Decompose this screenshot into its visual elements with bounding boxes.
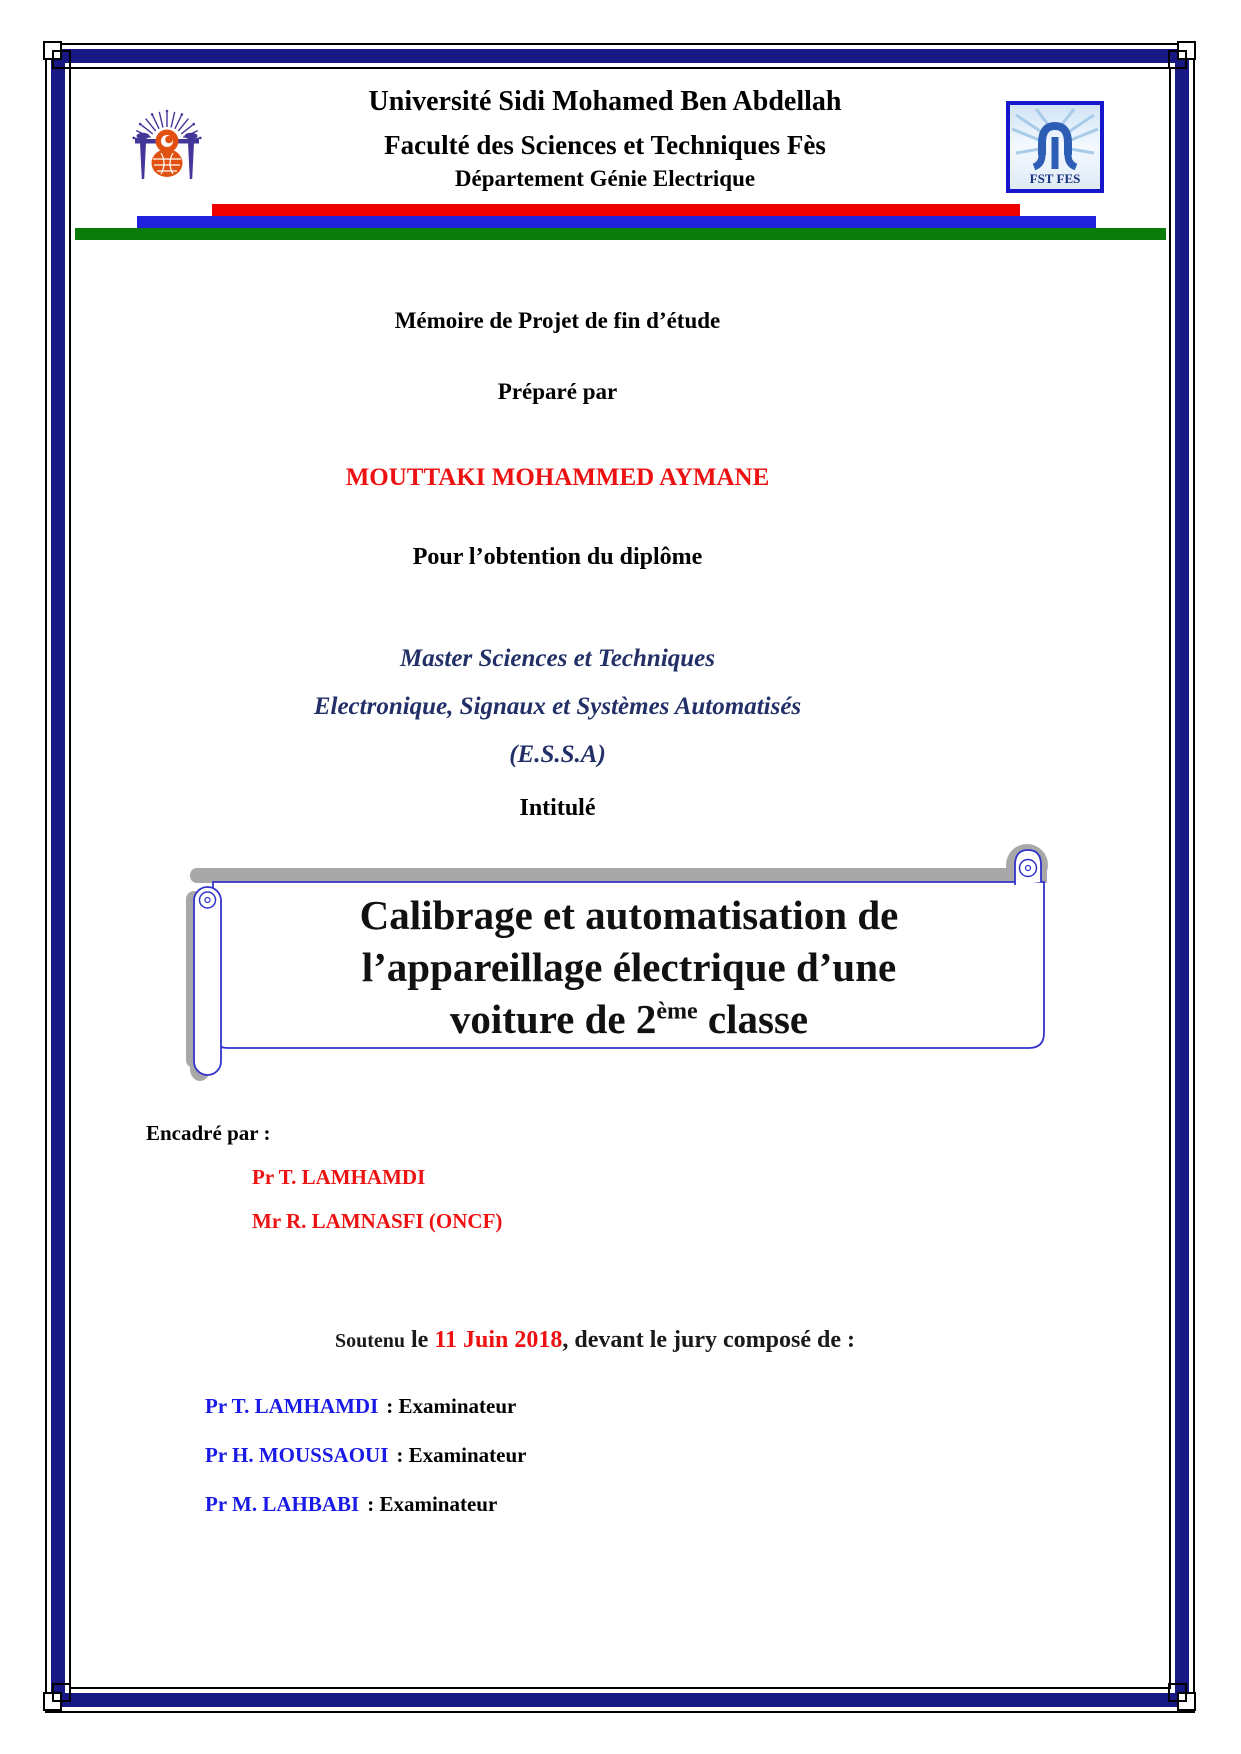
defense-soutenu: Soutenu: [334, 1330, 405, 1352]
thesis-title-line-2: l’appareillage électrique d’une: [361, 944, 897, 990]
thesis-title: [215, 889, 1043, 1045]
prepared-by-label: Préparé par: [497, 379, 618, 404]
program-line-1: Master Sciences et Techniques: [399, 645, 716, 672]
usmba-crest-logo-icon: [121, 101, 213, 196]
jury-member-role: : Examinateur: [386, 1394, 517, 1418]
entitled-label: Intitulé: [519, 795, 596, 821]
defense-le: le: [411, 1327, 429, 1353]
corner-square-icon: [52, 50, 71, 69]
corner-square-icon: [1168, 50, 1187, 69]
supervised-by-label: Encadré par :: [146, 1121, 271, 1145]
corner-square-icon: [52, 1683, 71, 1702]
jury-member-role: : Examinateur: [396, 1443, 527, 1467]
border-corner-ornament-top-left: [43, 41, 71, 69]
fst-fes-logo-icon: [1006, 101, 1104, 193]
thesis-title-line-1: Calibrage et automatisation de: [359, 892, 899, 938]
diploma-purpose-label: Pour l’obtention du diplôme: [412, 544, 703, 570]
border-corner-ornament-top-right: [1168, 41, 1196, 69]
jury-member-row: [205, 1443, 526, 1468]
program-acronym: (E.S.S.A): [509, 741, 606, 768]
defense-rest: , devant le jury composé de :: [562, 1327, 856, 1353]
jury-member-name: Pr H. MOUSSAOUI: [205, 1443, 389, 1467]
author-name: MOUTTAKI MOHAMMED AYMANE: [345, 464, 770, 491]
jury-member-name: Pr M. LAHBABI: [205, 1492, 360, 1516]
jury-member-row: [205, 1394, 516, 1419]
header-university: Université Sidi Mohamed Ben Abdellah: [368, 86, 842, 117]
corner-square-icon: [1168, 1683, 1187, 1702]
supervisor-2: Mr R. LAMNASFI (ONCF): [252, 1209, 503, 1233]
thesis-title-line-3: voiture de 2ème classe: [449, 996, 809, 1042]
program-line-2: Electronique, Signaux et Systèmes Automatisés: [313, 693, 802, 720]
defense-statement: [100, 1327, 1090, 1354]
doc-type-title: Mémoire de Projet de fin d’étude: [394, 308, 721, 333]
svg-text:FST FES: FST FES: [1029, 171, 1081, 186]
jury-member-name: Pr T. LAMHAMDI: [205, 1394, 379, 1418]
jury-member-row: [205, 1492, 497, 1517]
supervisor-1: Pr T. LAMHAMDI: [252, 1165, 426, 1189]
blue-bar: [137, 216, 1096, 228]
green-bar: [75, 228, 1166, 240]
border-corner-ornament-bottom-left: [43, 1683, 71, 1711]
border-corner-ornament-bottom-right: [1168, 1683, 1196, 1711]
red-bar: [212, 204, 1020, 216]
header-department: Département Génie Electrique: [454, 166, 756, 191]
jury-member-role: : Examinateur: [367, 1492, 498, 1516]
header-faculty: Faculté des Sciences et Techniques Fès: [384, 130, 826, 160]
defense-date: 11 Juin 2018: [434, 1327, 563, 1353]
